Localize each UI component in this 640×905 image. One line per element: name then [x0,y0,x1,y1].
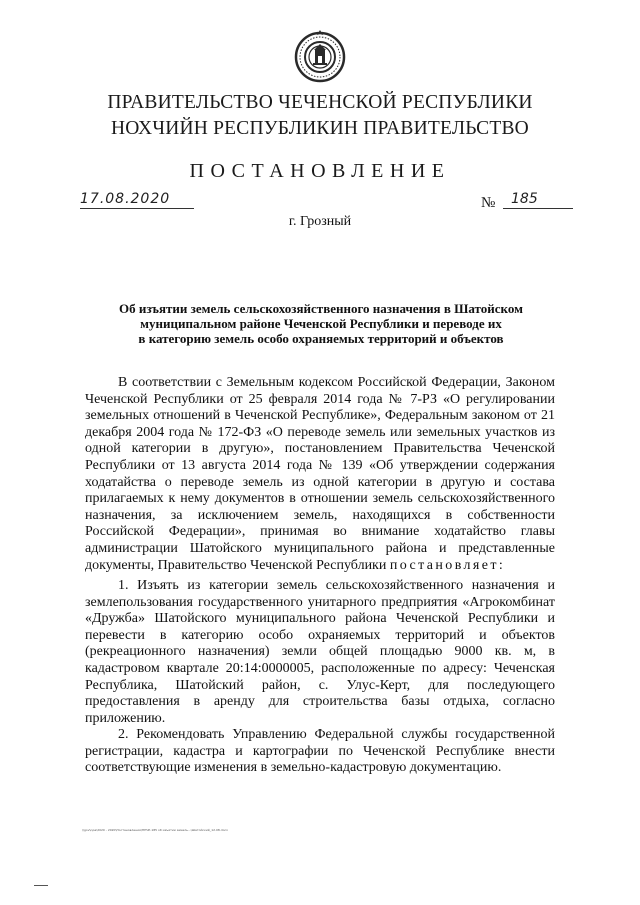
title-line: в категорию земель особо охраняемых территорий и объектов [138,331,504,346]
document-city: г. Грозный [288,214,352,229]
chechen-republic-emblem-icon [294,28,346,86]
document-type-heading: ПОСТАНОВЛЕНИЕ [189,160,451,182]
preamble-paragraph [85,375,555,574]
decree-word: постановляет [389,557,499,573]
file-path-footer: \\gov\npa\2020 - 2020\Постановления\ППЧР-185 об изъятии земель...\Шатойский_12.08.docx [82,828,228,832]
page-corner-mark [34,885,48,886]
document-number-label: № [481,195,496,211]
document-title [80,301,562,346]
government-name-russian: ПРАВИТЕЛЬСТВО ЧЕЧЕНСКОЙ РЕСПУБЛИКИ [107,92,533,113]
document-number: 185 [503,191,573,209]
clause-2-paragraph: 2. Рекомендовать Управлению Федеральной службы государственной регистрации, кадастра и картографии по Чеченской Республике внести соответствующие изменения в земельно-кадастровую документацию. [85,727,555,776]
title-line: муниципальном районе Чеченской Республики и переводе их [140,316,502,331]
title-line: Об изъятии земель сельскохозяйственного назначения в Шатойском [119,301,523,316]
document-date: 17.08.2020 [80,191,194,209]
government-name-chechen: НОХЧИЙН РЕСПУБЛИКИН ПРАВИТЕЛЬСТВО [111,118,529,139]
preamble-text: В соответствии с Земельным кодексом Российской Федерации, Законом Чеченской Республики от 25 февраля 2014 года № 7-РЗ «О регулировании земельных отношений в Чеченской Республике», Федеральным законом от 21 декабря 2004 года № 172-ФЗ «О переводе земель или земельных участков из одной категории в другую», постановлением Правительства Чеченской Республики от 13 августа 2014 года № 139 «Об утверждении содержания ходатайства о переводе земель из одной категории в другую и состава прилагаемых к нему документов в отношении земель сельскохозяйственного назначения, за исключением земель, находящихся в собственности Российской Федерации», принимая во внимание ходатайство главы администрации Шатойского муниципального района и представленные документы, Правительство Чеченской Республики [85,375,555,573]
clause-1-paragraph: 1. Изъять из категории земель сельскохозяйственного назначения и землепользования государственного унитарного предприятия «Агрокомбинат «Дружба» Шатойского муниципального района Чеченской Республики и перевести в категорию особо охраняемых территорий и объектов (рекреационного назначения) земли общей площадью 9000 кв. м, в кадастровом квартале 20:14:0000005, расположенные по адресу: Чеченская Республика, Шатойский район, с. Улус-Керт, для последующего предоставления в аренду для строительства базы отдыха, согласно приложению. [85,578,555,726]
preamble-end: : [498,557,503,573]
